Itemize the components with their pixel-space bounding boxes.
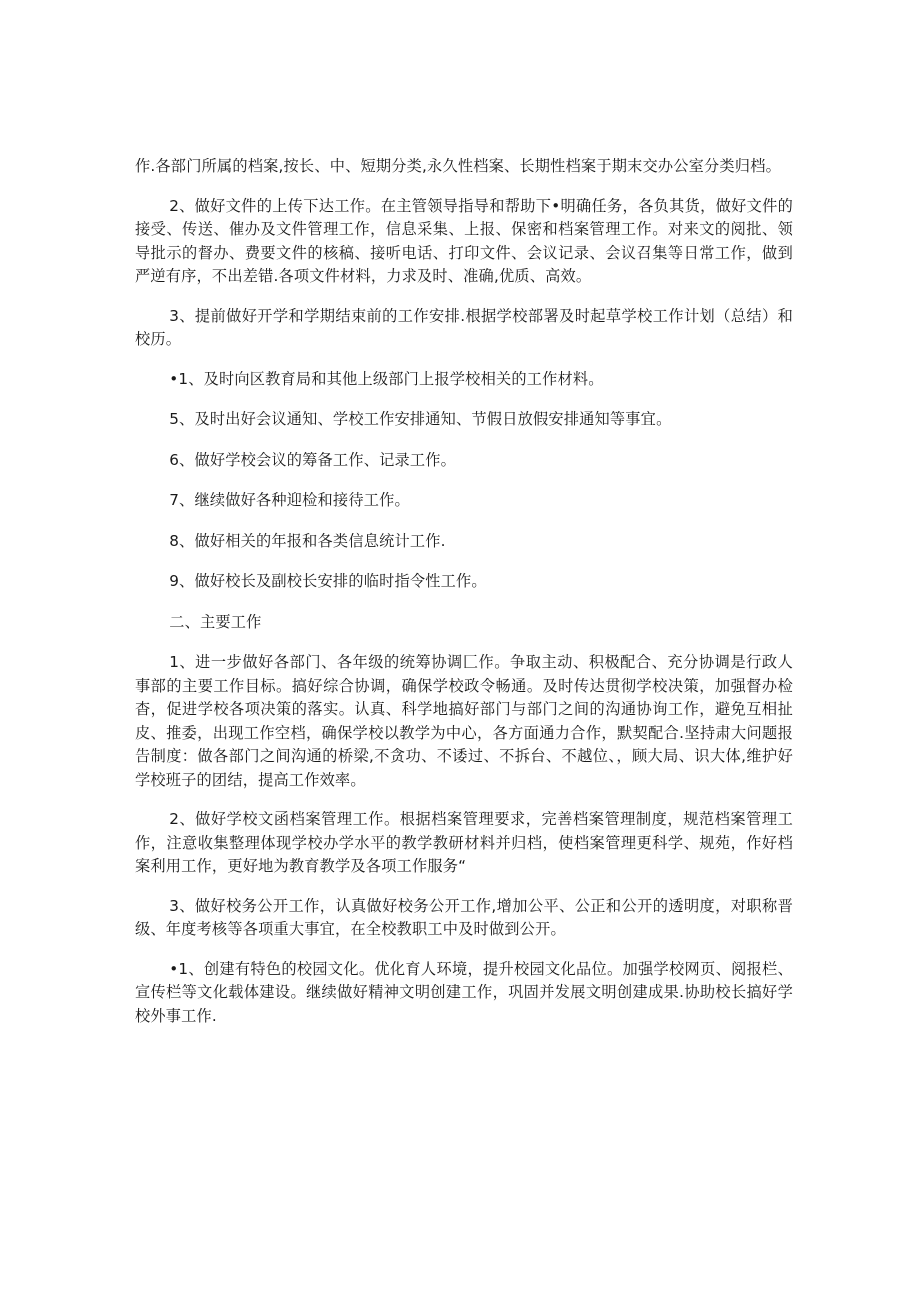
paragraph-item-9-temporary-tasks: 9、做好校长及副校长安排的临时指令性工作。	[169, 572, 487, 590]
paragraph-main-3-transparency: 3、做好校务公开工作，认真做好校务公开工作,增加公平、公正和公开的透明度，对职称晋级、年度考核等各项重大事宜，在全校教职工中及时做到公开。	[135, 896, 793, 938]
paragraph-main-2-archives: 2、做好学校文函档案管理工作。根据档案管理要求，完善档案管理制度，规范档案管理工作，注意收集整理体现学校办学水平的教学教研材料并归档，使档案管理更科学、规苑，作好档案利用工作，更好地为教育教学及各项工作服务“	[135, 810, 793, 875]
paragraph-item-4-reports: •1、及时向区教育局和其他上级部门上报学校相关的工作材料。	[169, 369, 604, 388]
section-heading-main-work: 二、主要工作	[169, 612, 262, 631]
paragraph-main-1-coordination: 1、进一步做好各部门、各年级的统筹协调匚作。争取主动、积极配合、充分协调是行政人事部的主要工作目标。搞好综合协调，确保学校政令畅通。及时传达贯彻学校决策，加强督办检杳，促进学校各项决策的落实。认真、科学地搞好部门与部门之间的沟通协询工作，避免互相扯皮、推委，出现工作空档，确保学校以教学为中心，各方面通力合作，默契配合.坚持肃大问题报告制度：做各部门之间沟通的桥梁,不贪功、不诿过、不拆台、不越位、，顾大局、识大体,维护好学校班子的团结，提高工作效率。	[135, 653, 793, 789]
document-body	[135, 155, 793, 1044]
paragraph-archive-classification: 作.各部门所属的档案,按长、中、短期分类,永久性档案、长期性档案于期末交办公室分类归档。	[135, 157, 781, 175]
paragraph-main-4-campus-culture: •1、创建有特色的校园文化。优化育人环境，提升校园文化品位。加强学校网页、阅报栏、宣传栏等文化载体建设。继续做好精神文明创建工作，巩固并发展文明创建成果.协助校长搞好学校外事工作.	[135, 959, 793, 1025]
paragraph-item-8-statistics: 8、做好相关的年报和各类信息统计工作.	[169, 531, 446, 550]
paragraph-item-7-inspections: 7、继续做好各种迎检和接待工作。	[169, 491, 410, 509]
paragraph-item-3-semester-plan: 3、提前做好开学和学期结束前的工作安排.根据学校部署及时起草学校工作计划（总结）和校历。	[135, 306, 793, 348]
paragraph-item-6-meetings: 6、做好学校会议的筹备工作、记录工作。	[169, 450, 457, 469]
paragraph-item-5-notices: 5、及时出好会议通知、学校工作安排通知、节假日放假安排通知等事宜。	[169, 410, 672, 428]
paragraph-item-2-documents: 2、做好文件的上传下达工作。在主管领导指导和帮助下•明确任务，各负其货，做好文件的接受、传送、催办及文件管理工作，信息采集、上报、保密和档案管理工作。对来文的阅批、领导批示的督办、费要文件的核稿、接听电话、打印文件、会议记录、会议召集等日常工作，做到严逆有序，不出差错.各项文件材料，力求及时、准确,优质、高效。	[135, 196, 793, 285]
